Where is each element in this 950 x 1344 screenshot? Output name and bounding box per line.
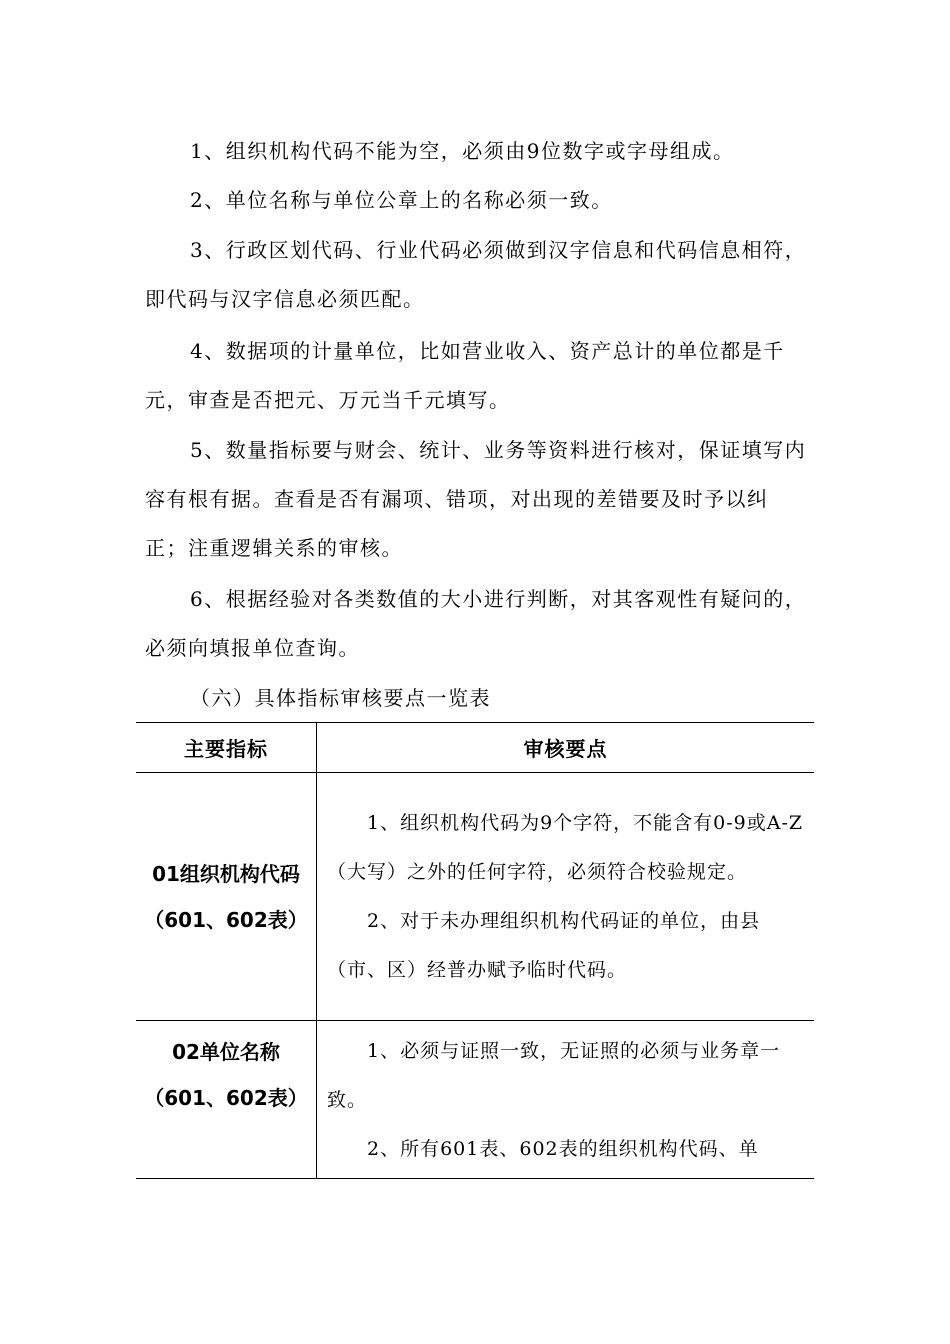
indicator-forms: （601、602表） [144,1086,308,1110]
header-review-points: 审核要点 [317,723,815,773]
indicator-review-table [136,722,814,1179]
table-row [136,1021,814,1179]
table-header-row [136,723,814,773]
review-points-cell [317,773,815,1021]
paragraph-1: 1、组织机构代码不能为空，必须由9位数字或字母组成。 [190,139,735,163]
indicator-name: 01组织机构代码 [152,861,300,886]
review-point: 2、所有601表、602表的组织机构代码、单 [367,1138,759,1160]
indicator-forms: （601、602表） [144,907,308,932]
review-point: 1、组织机构代码为9个字符，不能含有0-9或A-Z（大写）之外的任何字符，必须符合校验规定。 [327,811,804,883]
review-point: 1、必须与证照一致，无证照的必须与业务章一致。 [327,1040,781,1111]
section-title: （六）具体指标审核要点一览表 [190,686,491,710]
review-point: 2、对于未办理组织机构代码证的单位，由县（市、区）经普办赋予临时代码。 [327,909,761,981]
paragraph-5: 5、数量指标要与财会、统计、业务等资料进行核对，保证填写内容有根有据。查看是否有漏项、错项，对出现的差错要及时予以纠正；注重逻辑关系的审核。 [145,438,807,560]
paragraph-3: 3、行政区划代码、行业代码必须做到汉字信息和代码信息相符，即代码与汉字信息必须匹配。 [145,238,807,311]
indicator-cell [136,1021,317,1179]
header-indicator: 主要指标 [136,723,317,773]
paragraph-2: 2、单位名称与单位公章上的名称必须一致。 [190,188,613,212]
paragraph-4: 4、数据项的计量单位，比如营业收入、资产总计的单位都是千元，审查是否把元、万元当千元填写。 [145,339,785,412]
table-row [136,773,814,1021]
paragraph-6: 6、根据经验对各类数值的大小进行判断，对其客观性有疑问的，必须向填报单位查询。 [145,587,807,660]
indicator-name: 02单位名称 [172,1040,280,1064]
review-points-cell [317,1021,815,1179]
indicator-cell [136,773,317,1021]
